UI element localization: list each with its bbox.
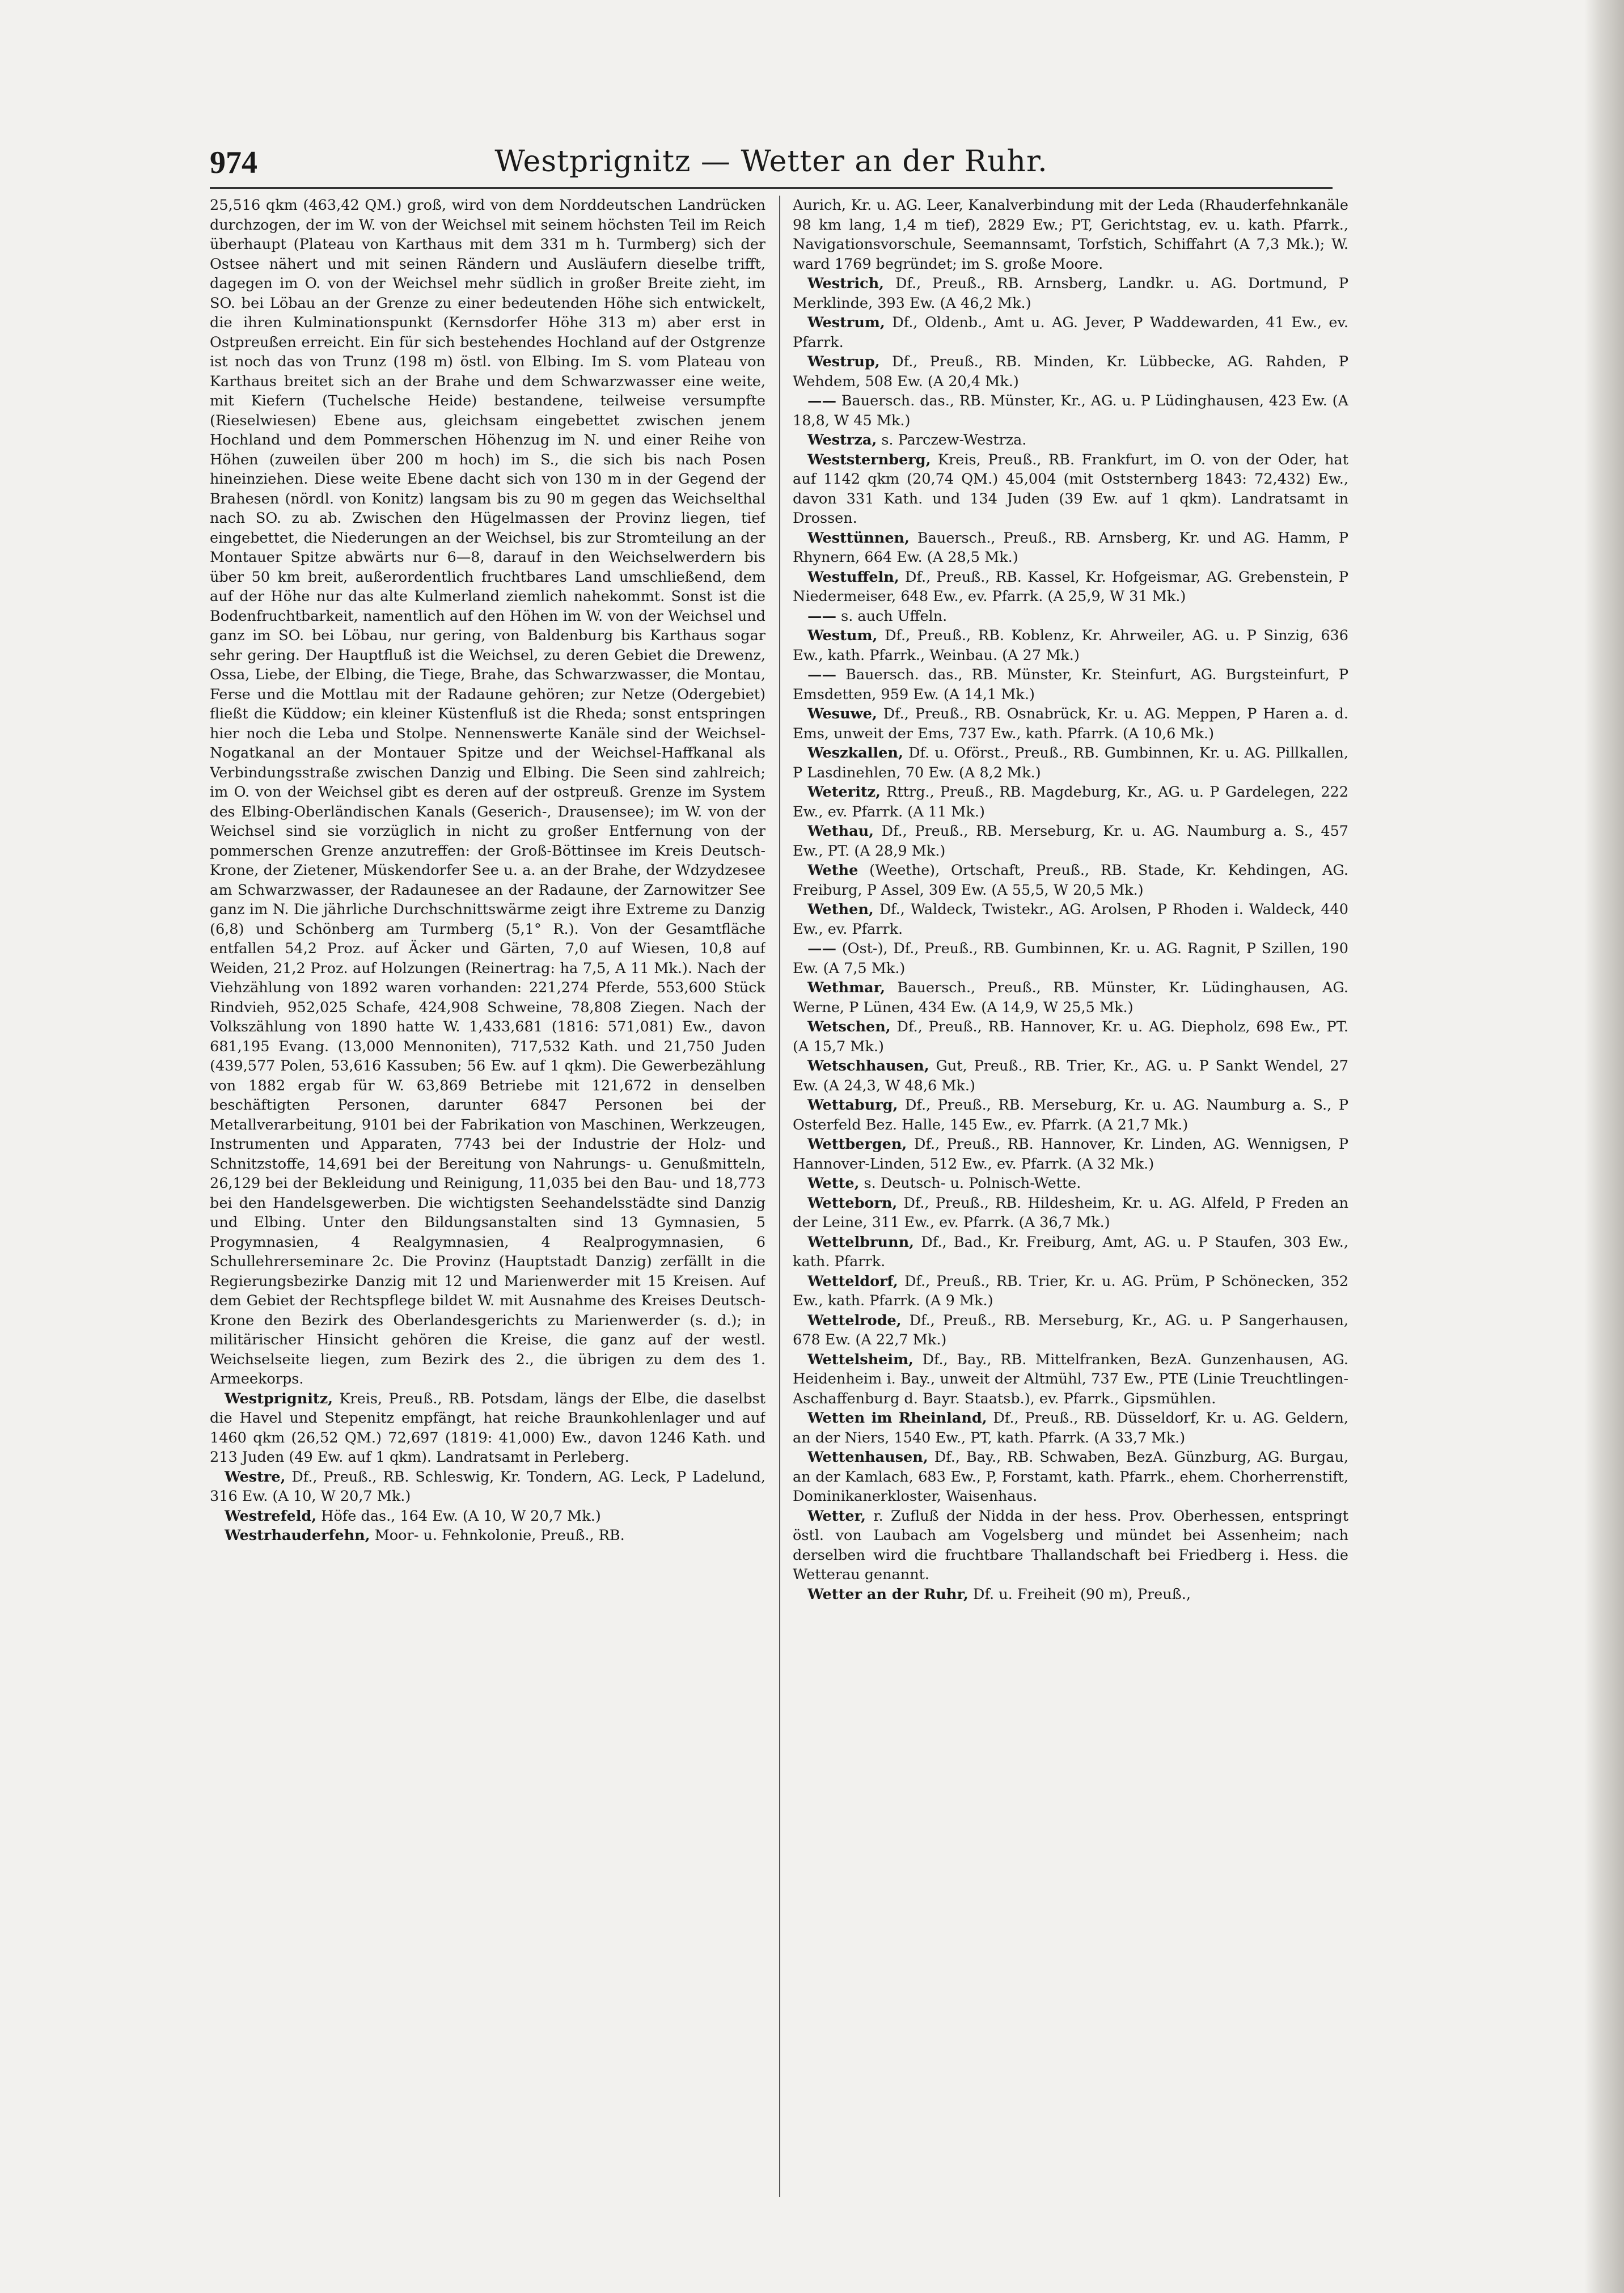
entry-text: Df., Bad., Kr. Freiburg, Amt, AG. u. P Staufen, 303 Ew., kath. Pfarrk. (793, 1233, 1348, 1270)
entry-text: Df. u. Oförst., Preuß., RB. Gumbinnen, Kr. u. AG. Pillkallen, P Lasdinehlen, 70 Ew. (A 8,2 Mk.) (793, 744, 1348, 781)
dictionary-entry (793, 196, 1348, 274)
entry-text: Df., Preuß., RB. Hannover, Kr. u. AG. Diepholz, 698 Ew., PT. (A 15,7 Mk.) (793, 1018, 1348, 1055)
entry-text: Rttrg., Preuß., RB. Magdeburg, Kr., AG. u. P Gardelegen, 222 Ew., ev. Pfarrk. (A 11 Mk.) (793, 784, 1348, 820)
dictionary-entry (793, 274, 1348, 313)
dictionary-entry (793, 607, 1348, 627)
entry-text: Df., Preuß., RB. Osnabrück, Kr. u. AG. Meppen, P Haren a. d. Ems, unweit der Ems, 737 Ew., kath. Pfarrk. (A 10,6 Mk.) (793, 705, 1348, 742)
dictionary-entry (793, 391, 1348, 430)
entry-text: Df. u. Freiheit (90 m), Preuß., (968, 1585, 1191, 1603)
dictionary-entry (793, 782, 1348, 822)
entry-text: (Ost-), Df., Preuß., RB. Gumbinnen, Kr. u. AG. Ragnit, P Szillen, 190 Ew. (A 7,5 Mk.) (793, 940, 1348, 977)
left-column (210, 196, 766, 2220)
entry-text: Df., Preuß., RB. Hildesheim, Kr. u. AG. Alfeld, P Freden an der Leine, 311 Ew., ev. Pfarrk. (A 36,7 Mk.) (793, 1194, 1348, 1231)
dictionary-entry (793, 1448, 1348, 1507)
entry-headword: Wethe (807, 862, 858, 879)
dictionary-entry (793, 1095, 1348, 1135)
header-rule (210, 187, 1333, 189)
entry-text: r. Zufluß der Nidda in der hess. Prov. Oberhessen, entspringt östl. von Laubach am Vogelsberg und mündet bei Assenheim; nach derselben wird die fruchtbare Thallandschaft bei Friedberg i. Hess. die Wetterau genannt. (793, 1507, 1348, 1583)
dictionary-entry (793, 743, 1348, 782)
entry-headword: Westrup, (807, 353, 880, 370)
entry-headword: Westrum, (807, 314, 885, 331)
entry-text: Df., Preuß., RB. Schleswig, Kr. Tondern, AG. Leck, P Ladelund, 316 Ew. (A 10, W 20,7 Mk.) (210, 1468, 766, 1505)
entry-text: Gut, Preuß., RB. Trier, Kr., AG. u. P Sankt Wendel, 27 Ew. (A 24,3, W 48,6 Mk.) (793, 1057, 1348, 1094)
entry-headword: Westrich, (807, 275, 884, 292)
entry-text: Df., Bay., RB. Schwaben, BezA. Günzburg, AG. Burgau, an der Kamlach, 683 Ew., P, Forstamt, kath. Pfarrk., ehem. Chorherrenstift, Dominikanerkloster, Waisenhaus. (793, 1449, 1348, 1505)
dictionary-entry (793, 704, 1348, 743)
entry-headword: Wetter, (807, 1507, 866, 1525)
dictionary-entry (210, 1389, 766, 1467)
dictionary-entry (793, 1350, 1348, 1409)
dictionary-entry (793, 1408, 1348, 1448)
entry-headword: Wette, (807, 1175, 860, 1192)
entry-text: s. Parczew-Westrza. (877, 431, 1027, 449)
entry-text: s. Deutsch- u. Polnisch-Wette. (859, 1175, 1081, 1192)
entry-text: Df., Preuß., RB. Hannover, Kr. Linden, AG. Wennigsen, P Hannover-Linden, 512 Ew., ev. Pfarrk. (A 32 Mk.) (793, 1136, 1348, 1173)
entry-text: 25,516 qkm (463,42 QM.) groß, wird von dem Norddeutschen Landrücken durchzogen, der im W. von der Weichsel mit seinem höchsten Teil im Reich überhaupt (Plateau von Karthaus mit dem 331 m h. Turmberg) sich der Ostsee nähert und mit seinen Rändern und Ausläufern dieselbe trifft, dagegen im O. von der Weichsel mehr südlich in großer Breite zieht, im SO. bei Löbau an der Grenze zu einer bedeutenden Höhe sich entwickelt, die ihren Kulminationspunkt (Kernsdorfer Höhe 313 m) aber erst in Ostpreußen erreicht. Ein für sich bestehendes Hochland auf der Ostgrenze ist noch das von Trunz (198 m) östl. von Elbing. Im S. vom Plateau von Karthaus breitet sich an der Brahe und dem Schwarzwasser eine weite, mit Kiefern (Tuchelsche Heide) bestandene, teilweise versumpfte (Rieselwiesen) Ebene aus, gleichsam eingebettet zwischen jenem Hochland und dem Pommerschen Höhenzug im N. und einer Reihe von Höhen (zuweilen über 200 m hoch) im S., die sich bis nach Posen hineinziehen. Diese weite Ebene dacht sich von 130 m in der Gegend der Brahesen (nördl. von Konitz) langsam bis zu 90 m gegen das Weichselthal nach SO. zu ab. Zwischen den Hügelmassen der Provinz liegen, tief eingebettet, die Niederungen an der Weichsel, bis zur Stromteilung an der Montauer Spitze abwärts nur 6—8, darauf in den Weichselwerdern bis über 50 km breit, außerordentlich fruchtbares Land umschließend, dem auf der Höhe nur das alte Kulmerland ziemlich nahekommt. Sonst ist die Bodenfruchtbarkeit, namentlich auf den Höhen im W. von der Weichsel und ganz im SO. bei Löbau, nur gering, von Baldenburg bis Karthaus sogar sehr gering. Der Hauptfluß ist die Weichsel, zu deren Gebiet die Drewenz, Ossa, Liebe, der Elbing, die Tiege, Brahe, das Schwarzwasser, die Montau, Ferse und die Mottlau mit der Radaune gehören; zur Netze (Odergebiet) fließt die Küddow; ein kleiner Küstenfluß ist die Rheda; sonst entspringen hier noch die Leba und Stolpe. Nennenswerte Kanäle sind der Weichsel-Nogatkanal an der Montauer Spitze und der Weichsel-Haffkanal als Verbindungsstraße zwischen Danzig und Elbing. Die Seen sind zahlreich; im O. von der Weichsel gibt es deren auf der ostpreuß. Grenze im System des Elbing-Oberländischen Kanals (Geserich-, Drausensee); im W. von der Weichsel sind sie vorzüglich in nicht zu großer Entfernung von der pommerschen Grenze anzutreffen: der Groß-Böttinsee im Kreis Deutsch-Krone, der Zietener, Müskendorfer See u. a. an der Brahe, der Wdzydzesee am Schwarzwasser, der Radaunesee an der Radaune, der Zarnowitzer See ganz im N. Die jährliche Durchschnittswärme zeigt ihre Extreme zu Danzig (6,8) und Schönberg am Turmberg (5,1° R.). Von der Gesamtfläche entfallen 54,2 Proz. auf Äcker und Gärten, 7,0 auf Wiesen, 10,8 auf Weiden, 21,2 Proz. auf Holzungen (Reinertrag: ha 7,5, A 11 Mk.). Nach der Viehzählung von 1892 waren vorhanden: 221,274 Pferde, 553,600 Stück Rindvieh, 952,025 Schafe, 424,908 Schweine, 78,808 Ziegen. Nach der Volkszählung von 1890 hatte W. 1,433,681 (1816: 571,081) Ew., davon 681,195 Evang. (13,000 Mennoniten), 717,532 Kath. und 21,750 Juden (439,577 Polen, 53,616 Kassuben; 56 Ew. auf 1 qkm). Die Gewerbezählung von 1882 ergab für W. 63,869 Betriebe mit 121,672 in denselben beschäftigten Personen, darunter 6847 Personen bei der Metallverarbeitung, 9101 bei der Fabrikation von Maschinen, Werkzeugen, Instrumenten und Apparaten, 7743 bei der Industrie der Holz- und Schnitzstoffe, 14,691 bei der Bereitung von Nahrungs- u. Genußmitteln, 26,129 bei der Bekleidung und Reinigung, 11,035 bei den Bau- und 18,773 bei den Handelsgewerben. Die wichtigsten Seehandelsstädte sind Danzig und Elbing. Unter den Bildungsanstalten sind 13 Gymnasien, 5 Progymnasien, 4 Realgymnasien, 4 Realprogymnasien, 6 Schullehrerseminare 2c. Die Provinz (Hauptstadt Danzig) zerfällt in die Regierungsbezirke Danzig mit 12 und Marienwerder mit 15 Kreisen. Auf dem Gebiet der Rechtspflege bildet W. mit Ausnahme des Kreises Deutsch-Krone den Bezirk des Oberlandesgerichts zu Marienwerder (s. d.); in militärischer Hinsicht gehören die Kreise, die ganz auf der westl. Weichselseite liegen, zum Bezirk des 2., die übrigen zu dem des 1. Armeekorps. (210, 197, 766, 1387)
entry-headword: Wetten im Rheinland, (807, 1410, 987, 1427)
dictionary-entry (793, 665, 1348, 704)
dictionary-entry (793, 1194, 1348, 1233)
entry-headword: Wettelrode, (807, 1312, 902, 1329)
entry-text: Df., Bay., RB. Mittelfranken, BezA. Gunzenhausen, AG. Heidenheim i. Bay., unweit der Altmühl, 737 Ew., PTE (Linie Treuchtlingen-Aschaffenburg d. Bayr. Staatsb.), ev. Pfarrk., Gipsmühlen. (793, 1351, 1348, 1407)
entry-text: Höfe das., 164 Ew. (A 10, W 20,7 Mk.) (316, 1507, 601, 1525)
entry-headword: Weteritz, (807, 784, 881, 801)
entry-text: Df., Preuß., RB. Koblenz, Kr. Ahrweiler, AG. u. P Sinzig, 636 Ew., kath. Pfarrk., Weinbau. (A 27 Mk.) (793, 627, 1348, 664)
right-column (793, 196, 1348, 2220)
entry-text: Df., Preuß., RB. Arnsberg, Landkr. u. AG. Dortmund, P Merklinde, 393 Ew. (A 46,2 Mk.) (793, 275, 1348, 312)
running-title: Westprignitz — Wetter an der Ruhr. (494, 145, 1048, 179)
entry-headword: Wethmar, (807, 979, 886, 996)
entry-headword: Westtünnen, (807, 529, 910, 547)
dictionary-entry (793, 861, 1348, 900)
dictionary-entry (793, 1585, 1348, 1605)
page-edge-shadow (1584, 0, 1624, 2293)
entry-text: Df., Preuß., RB. Trier, Kr. u. AG. Prüm, P Schönecken, 352 Ew., kath. Pfarrk. (A 9 Mk.) (793, 1272, 1348, 1309)
dictionary-entry (793, 1311, 1348, 1350)
dictionary-entry (793, 978, 1348, 1017)
dictionary-entry (793, 1017, 1348, 1056)
entry-headword: Westrhauderfehn, (225, 1527, 370, 1544)
dictionary-entry (210, 196, 766, 1389)
dictionary-entry (210, 1507, 766, 1526)
entry-headword: Wettbergen, (807, 1136, 907, 1153)
dictionary-entry (793, 900, 1348, 939)
dictionary-entry (793, 939, 1348, 978)
entry-text: Moor- u. Fehnkolonie, Preuß., RB. (370, 1527, 625, 1544)
entry-text: Df., Preuß., RB. Minden, Kr. Lübbecke, AG. Rahden, P Wehdem, 508 Ew. (A 20,4 Mk.) (793, 353, 1348, 390)
dictionary-entry (793, 1135, 1348, 1174)
entry-text: Df., Oldenb., Amt u. AG. Jever, P Waddewarden, 41 Ew., ev. Pfarrk. (793, 314, 1348, 351)
entry-headword: Westre, (225, 1468, 286, 1486)
entry-headword: —— (807, 940, 836, 957)
entry-text: Kreis, Preuß., RB. Potsdam, längs der Elbe, die daselbst die Havel und Stepenitz empfängt, hat reiche Braunkohlenlager und auf 1460 qkm (26,52 QM.) 72,697 (1819: 41,000) Ew., davon 1246 Kath. und 213 Juden (49 Ew. auf 1 qkm). Landratsamt in Perleberg. (210, 1390, 766, 1466)
entry-text: Df., Preuß., RB. Merseburg, Kr. u. AG. Naumburg a. S., P Osterfeld Bez. Halle, 145 Ew., ev. Pfarrk. (A 21,7 Mk.) (793, 1097, 1348, 1133)
dictionary-entry (793, 568, 1348, 607)
entry-headword: Wesuwe, (807, 705, 877, 722)
dictionary-entry (210, 1526, 766, 1546)
entry-headword: Wethau, (807, 823, 874, 840)
entry-text: Df., Preuß., RB. Merseburg, Kr. u. AG. Naumburg a. S., 457 Ew., PT. (A 28,9 Mk.) (793, 823, 1348, 860)
entry-headword: —— (807, 392, 836, 409)
dictionary-entry (793, 450, 1348, 528)
entry-headword: Wetschen, (807, 1018, 891, 1035)
entry-headword: Weszkallen, (807, 744, 903, 761)
dictionary-entry (793, 313, 1348, 352)
entry-headword: Westrefeld, (225, 1507, 317, 1525)
dictionary-entry (793, 1233, 1348, 1272)
entry-headword: Wetteborn, (807, 1194, 898, 1212)
dictionary-entry (793, 1174, 1348, 1194)
entry-headword: Wetschhausen, (807, 1057, 929, 1074)
entry-text: Bauersch., Preuß., RB. Münster, Kr. Lüdinghausen, AG. Werne, P Lünen, 434 Ew. (A 14,9, W 25,5 Mk.) (793, 979, 1348, 1016)
entry-text: Df., Preuß., RB. Kassel, Kr. Hofgeismar, AG. Grebenstein, P Niedermeiser, 648 Ew., ev. Pfarrk. (A 25,9, W 31 Mk.) (793, 568, 1348, 605)
entry-headword: Westrza, (807, 431, 877, 449)
entry-text: Df., Preuß., RB. Düsseldorf, Kr. u. AG. Geldern, an der Niers, 1540 Ew., PT, kath. Pfarrk. (A 33,7 Mk.) (793, 1410, 1348, 1446)
dictionary-entry (793, 352, 1348, 391)
dictionary-entry (793, 1507, 1348, 1585)
entry-headword: Wetter an der Ruhr, (807, 1585, 969, 1603)
page-number: 974 (210, 145, 257, 180)
dictionary-entry (793, 822, 1348, 861)
entry-text: s. auch Uffeln. (836, 607, 948, 625)
entry-headword: Westuffeln, (807, 568, 899, 586)
dictionary-entry (793, 528, 1348, 568)
entry-text: Df., Waldeck, Twistekr., AG. Arolsen, P Rhoden i. Waldeck, 440 Ew., ev. Pfarrk. (793, 901, 1348, 938)
entry-text: Bauersch., Preuß., RB. Arnsberg, Kr. und AG. Hamm, P Rhynern, 664 Ew. (A 28,5 Mk.) (793, 529, 1348, 566)
entry-text: Kreis, Preuß., RB. Frankfurt, im O. von der Oder, hat auf 1142 qkm (20,74 QM.) 45,004 (mit Oststernberg 1843: 72,432) Ew., davon 331 Kath. und 134 Juden (39 Ew. auf 1 qkm). Landratsamt in Drossen. (793, 451, 1348, 527)
entry-headword: Weststernberg, (807, 451, 931, 468)
entry-text: Aurich, Kr. u. AG. Leer, Kanalverbindung mit der Leda (Rhauderfehnkanäle 98 km lang, 1,4 m tief), 2829 Ew.; PT, Gerichtstag, ev. u. kath. Pfarrk., Navigationsvorschule, Seemannsamt, Torfstich, Schiffahrt (A 7,3 Mk.); W. ward 1769 begründet; im S. große Moore. (793, 197, 1348, 273)
entry-headword: Wetteldorf, (807, 1272, 898, 1290)
entry-text: Df., Preuß., RB. Merseburg, Kr., AG. u. P Sangerhausen, 678 Ew. (A 22,7 Mk.) (793, 1312, 1348, 1348)
entry-text: (Weethe), Ortschaft, Preuß., RB. Stade, Kr. Kehdingen, AG. Freiburg, P Assel, 309 Ew. (A 55,5, W 20,5 Mk.) (793, 862, 1348, 899)
entry-headword: Westprignitz, (225, 1390, 333, 1407)
entry-headword: —— (807, 666, 836, 683)
dictionary-entry (793, 430, 1348, 450)
entry-text: Bauersch. das., RB. Münster, Kr. Steinfurt, AG. Burgsteinfurt, P Emsdetten, 959 Ew. (A 14,1 Mk.) (793, 666, 1348, 703)
entry-text: Bauersch. das., RB. Münster, Kr., AG. u. P Lüdinghausen, 423 Ew. (A 18,8, W 45 Mk.) (793, 392, 1348, 429)
dictionary-entry (210, 1467, 766, 1507)
page-header (210, 145, 1333, 190)
entry-headword: Wettenhausen, (807, 1449, 928, 1466)
entry-headword: —— (807, 607, 836, 625)
dictionary-entry (793, 626, 1348, 665)
entry-headword: Wettelsheim, (807, 1351, 914, 1368)
dictionary-entry (793, 1272, 1348, 1311)
column-divider (779, 196, 780, 2197)
entry-headword: Westum, (807, 627, 878, 644)
entry-headword: Wethen, (807, 901, 874, 918)
dictionary-entry (793, 1056, 1348, 1095)
entry-headword: Wettaburg, (807, 1097, 898, 1114)
entry-headword: Wettelbrunn, (807, 1233, 915, 1251)
